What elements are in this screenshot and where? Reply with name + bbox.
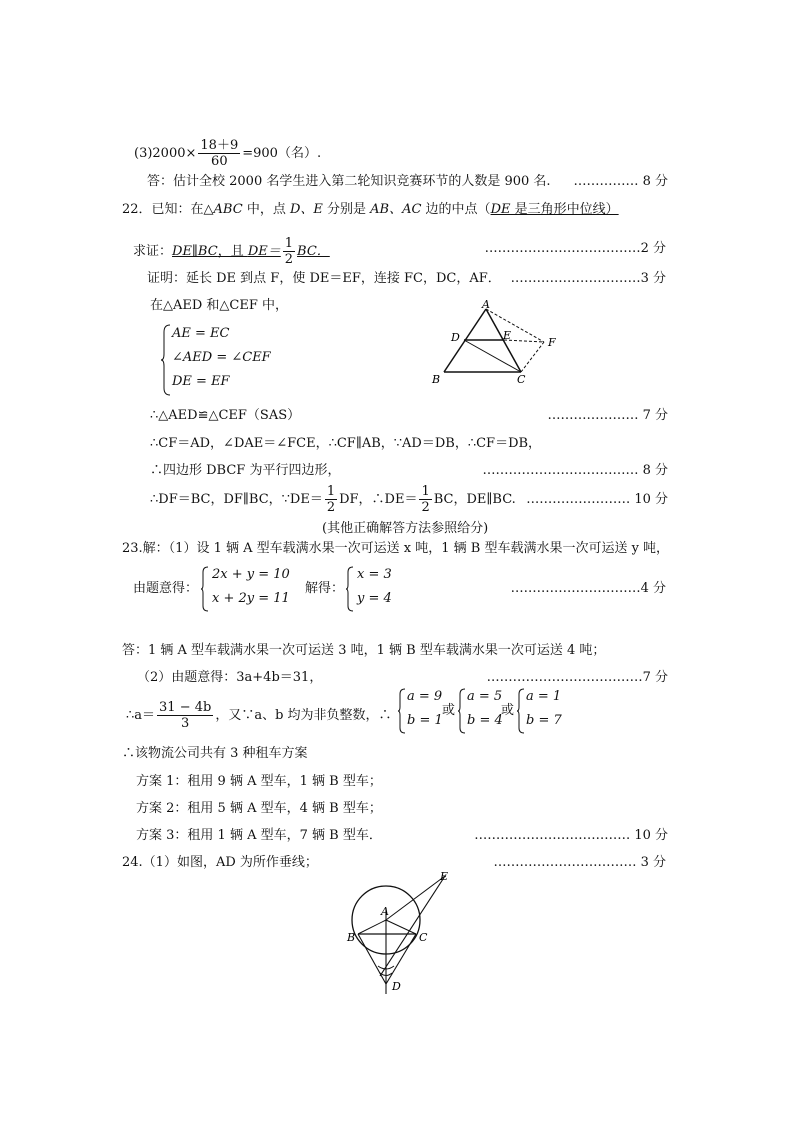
q22-prove-score: ………………………………2 分 bbox=[484, 241, 666, 256]
sys-row-1: AE = EC bbox=[172, 326, 230, 341]
radius-ab bbox=[358, 920, 386, 934]
q22-in-line: 在△AED 和△CEF 中， bbox=[150, 298, 289, 313]
label-c: C bbox=[517, 373, 526, 386]
label-b: B bbox=[432, 373, 441, 386]
circle-figure bbox=[340, 868, 460, 998]
q22-system bbox=[160, 324, 310, 396]
brace-icon bbox=[345, 566, 355, 612]
q23-or-2: 或 bbox=[501, 703, 515, 718]
sys-row-3: DE = EF bbox=[172, 374, 230, 389]
q23-intro: 23.解：（1）设 1 辆 A 型车载满水果一次可运送 x 吨，1 辆 B 型车载满水果一次可运送 y 吨， bbox=[122, 541, 670, 556]
line-cf bbox=[521, 342, 544, 372]
q23-solve: 解得： bbox=[305, 581, 345, 596]
p3-fraction: $\frac{18+9}{60}$ bbox=[200, 138, 239, 169]
triangle-figure bbox=[428, 300, 568, 390]
q22-other: (其他正确解答方法参照给分) bbox=[322, 521, 489, 536]
q22-line4: ∴DF＝BC，DF∥BC，∵DE＝ $\frac{1}{2}$ DF，∴DE＝ $\frac{1}{2}$ BC，DE∥BC. bbox=[150, 484, 516, 515]
p3-answer: 答：估计全校 2000 名学生进入第二轮知识竞赛环节的人数是 900 名. bbox=[147, 174, 551, 189]
label-f: F bbox=[548, 336, 556, 349]
q23-system-1: 2x + y = 10 x + 2y = 11 bbox=[200, 566, 300, 612]
q22-proof-score: …………………………3 分 bbox=[510, 271, 666, 286]
label-d: D bbox=[451, 331, 460, 344]
q23-or-1: 或 bbox=[442, 703, 456, 718]
q23-system-2: x = 3 y = 4 bbox=[345, 566, 405, 612]
q24-score: …………………………… 3 分 bbox=[493, 855, 666, 870]
q24-text: 24.（1）如图，AD 为所作垂线； bbox=[122, 855, 318, 870]
q23-score2: ………………………………7 分 bbox=[486, 670, 668, 685]
q22-prove: 求证：DE∥BC，且 DE＝ $\frac{1}{2}$ BC． bbox=[133, 236, 330, 267]
label-e: E bbox=[440, 870, 449, 883]
q23-score1: …………………………4 分 bbox=[510, 581, 666, 596]
q22-given: 22．已知：在△ABC 中，点 D、E 分别是 AB、AC 边的中点（DE 是三角形中位线） bbox=[122, 202, 619, 217]
l4-frac-1: $\frac{1}{2}$ bbox=[326, 484, 336, 515]
q23-score3: ……………………………… 10 分 bbox=[474, 828, 668, 843]
brace-icon bbox=[200, 566, 210, 612]
label-c: C bbox=[419, 931, 428, 944]
q23-plan-3: 方案 3：租用 1 辆 A 型车，7 辆 B 型车． bbox=[136, 828, 382, 843]
p3-lead: (3)2000× bbox=[134, 146, 197, 161]
q22-proof-line: 证明：延长 DE 到点 F，使 DE＝EF，连接 FC，DC，AF． bbox=[147, 271, 501, 286]
q23-sol-3: a = 1 b = 7 bbox=[516, 688, 561, 734]
q23-from: 由题意得： bbox=[133, 581, 199, 596]
q22-line2: ∴CF＝AD，∠DAE＝∠FCE，∴CF∥AB，∵AD＝DB，∴CF＝DB， bbox=[150, 436, 542, 451]
q23-a-eq: ∴a＝ $\frac{31 - 4b}{3}$ ，又∵a、b 均为非负整数，∴ bbox=[126, 700, 392, 731]
q23-plans-intro: ∴该物流公司共有 3 种租车方案 bbox=[122, 746, 308, 761]
label-b: B bbox=[347, 931, 356, 944]
label-e: E bbox=[503, 329, 512, 342]
p3-score: …………… 8 分 bbox=[573, 174, 668, 189]
a-fraction: $\frac{31 - 4b}{3}$ bbox=[159, 700, 212, 731]
brace-icon bbox=[457, 688, 467, 734]
brace-icon bbox=[516, 688, 526, 734]
q22-cong: ∴△AED≌△CEF（SAS） bbox=[150, 408, 301, 423]
q23-sol-2: a = 5 b = 4 bbox=[457, 688, 502, 734]
line-ae bbox=[386, 876, 445, 920]
q22-line3-score: ……………………………… 8 分 bbox=[482, 463, 668, 478]
q22-line4-score: …………………… 10 分 bbox=[526, 492, 668, 507]
q23-p2: （2）由题意得：3a+4b＝31， bbox=[137, 670, 323, 685]
brace-icon bbox=[160, 324, 172, 396]
line-bd bbox=[358, 934, 386, 984]
l4-frac-2: $\frac{1}{2}$ bbox=[421, 484, 430, 515]
label-a: A bbox=[482, 300, 490, 311]
q22-line3: ∴四边形 DBCF 为平行四边形， bbox=[150, 463, 341, 478]
p3-tail: =900（名）. bbox=[242, 146, 322, 161]
label-a: A bbox=[381, 905, 389, 918]
q23-plan-2: 方案 2：租用 5 辆 A 型车，4 辆 B 型车； bbox=[136, 801, 382, 816]
q22-cong-score: ………………… 7 分 bbox=[547, 408, 668, 423]
brace-icon bbox=[397, 688, 407, 734]
prove-fraction: $\frac{1}{2}$ bbox=[284, 236, 294, 267]
label-d: D bbox=[392, 980, 401, 993]
q23-sol-1: a = 9 b = 1 bbox=[397, 688, 442, 734]
line-ed bbox=[380, 876, 445, 976]
p3-line bbox=[134, 138, 321, 169]
q23-answer: 答：1 辆 A 型车载满水果一次可运送 3 吨，1 辆 B 型车载满水果一次可运送 4 吨； bbox=[122, 643, 606, 658]
q23-plan-1: 方案 1：租用 9 辆 A 型车，1 辆 B 型车； bbox=[136, 774, 382, 789]
sys-row-2: ∠AED = ∠CEF bbox=[172, 350, 271, 365]
